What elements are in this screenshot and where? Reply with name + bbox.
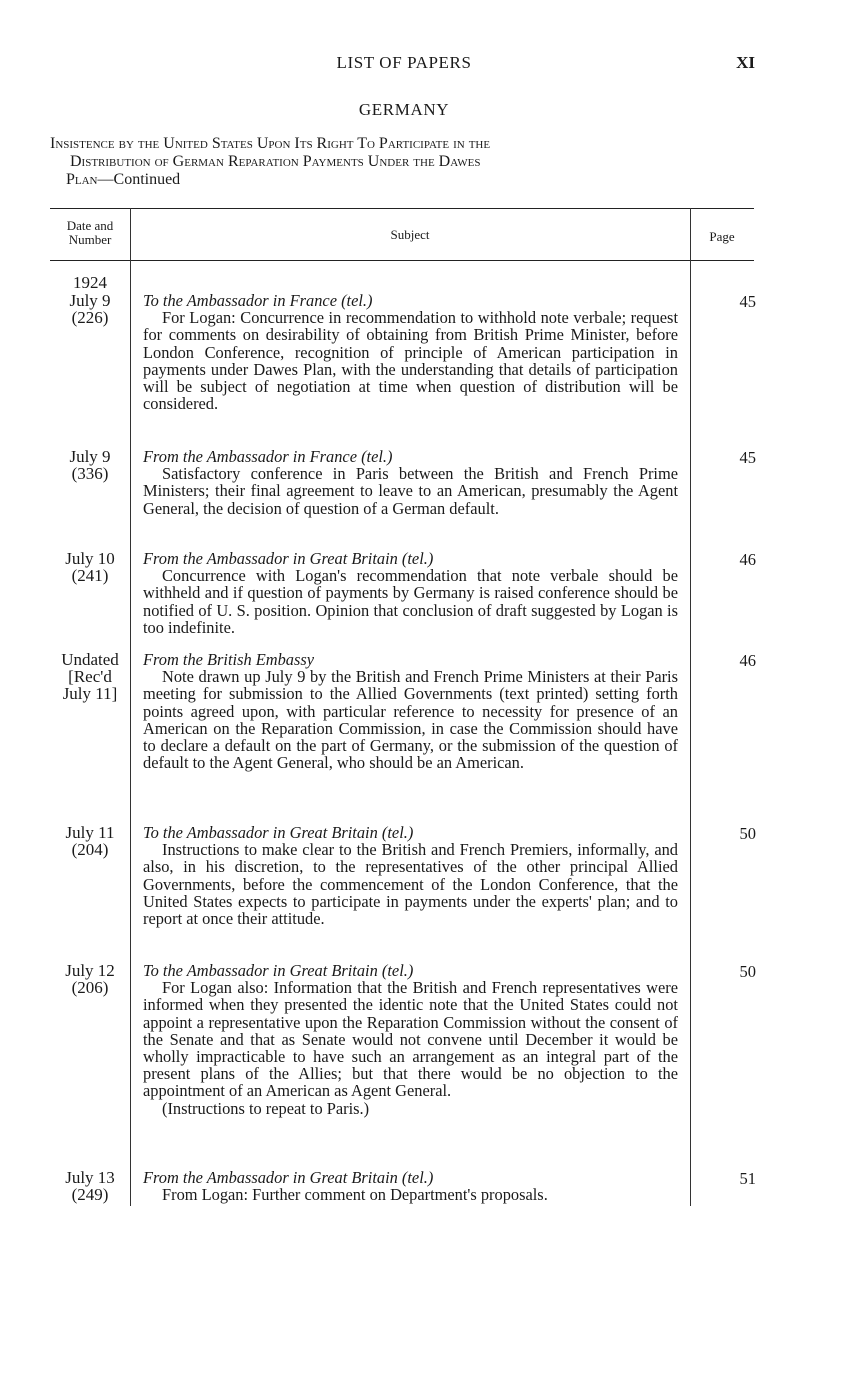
entry-number-line-2: July 11]	[62, 684, 118, 704]
entry-number: (226)	[71, 308, 109, 328]
entry-date-value: July 9	[69, 447, 111, 466]
entry-number: (204)	[71, 840, 109, 860]
entry-summary: Note drawn up July 9 by the British and French Prime Ministers at their Paris meeting for submission to the Allied Governments (text printed) setting forth points agreed upon, with particular reference to necessity for presence of an American on the Reparation Commission, in case the Commission should have to declare a default on the part of Germany, or the submission of the question of default to the Agent General, who should be an American.	[143, 667, 678, 773]
entry-number: (249)	[71, 1185, 109, 1205]
entry-page: 46	[739, 550, 756, 569]
entry-subject	[143, 292, 678, 412]
page-number: XI	[736, 53, 755, 72]
entry-subject	[143, 962, 678, 1117]
entry-summary: From Logan: Further comment on Department's proposals.	[162, 1185, 548, 1205]
entry-subject	[143, 550, 678, 636]
entry-date-value: July 12	[65, 961, 115, 980]
entry-date	[50, 962, 130, 996]
section-heading-line-2: Distribution of German Reparation Payments Under the Dawes	[70, 153, 481, 170]
entry-page: 51	[739, 1169, 756, 1188]
entry-addressee: From the British Embassy	[143, 650, 315, 669]
column-header-page: Page	[709, 229, 735, 244]
entry-addressee: To the Ambassador in Great Britain (tel.)	[143, 823, 414, 842]
entry-date-value: July 9	[69, 291, 111, 310]
section-continued-label: —Continued	[97, 171, 181, 188]
entry-subject	[143, 651, 678, 771]
column-divider-page	[690, 208, 691, 1206]
entry-summary: Concurrence with Logan's recommendation that note verbale should be withheld and if question of payments by Germany is raised conference should be notified of U. S. position. Opinion that conclusion of draft suggested by Logan is too indefinite.	[143, 566, 678, 637]
running-title: LIST OF PAPERS	[336, 53, 472, 72]
entry-page: 46	[739, 651, 756, 670]
entry-date-value: Undated	[61, 650, 119, 669]
column-header-date: Date and Number	[66, 218, 114, 247]
entry-page: 50	[739, 824, 756, 843]
entry-subject	[143, 1169, 678, 1203]
entry-summary: For Logan also: Information that the British and French representatives were informed when they presented the identic note that the United States could not appoint a representative upon the Reparation Commission without the consent of the Senate and that as Senate would not convene until December it would be wholly impracticable to have such an arrangement as an integral part of the present plans of the Allies; but that there would be no objection to the appointment of an American as Agent General.	[143, 978, 678, 1101]
entry-summary: Instructions to make clear to the British and French Premiers, informally, and also, in his discretion, to the representatives of the other principal Allied Governments, before the commencement of the London Conference, that the United States expects to participate in payments under the experts' plan; and to report at once their attitude.	[143, 840, 678, 929]
country-heading: GERMANY	[358, 100, 450, 119]
entry-date	[50, 651, 130, 703]
entry-date	[50, 1169, 130, 1203]
entry-number: (241)	[71, 566, 109, 586]
entry-page: 45	[739, 292, 756, 311]
section-heading-plan: Plan	[66, 171, 98, 188]
table-header-rule	[50, 260, 754, 261]
entry-page: 45	[739, 448, 756, 467]
year-label: 1924	[73, 273, 107, 292]
entry-summary: For Logan: Concurrence in recommendation to withhold note verbale; request for comments on desirability of obtaining from British Prime Minister, before London Conference, recognition of principle of American participation in payments under Dawes Plan, with the understanding that details of participation will be subject of negotiation at time when question of distribution will be considered.	[143, 308, 678, 414]
section-heading-line-3	[50, 171, 756, 189]
section-heading-line-1: Insistence by the United States Upon Its Right To Participate in the	[50, 135, 491, 152]
entry-date-value: July 10	[65, 549, 115, 568]
entry-addressee: To the Ambassador in France (tel.)	[143, 291, 373, 310]
entry-addressee: From the Ambassador in France (tel.)	[143, 447, 393, 466]
entry-number: [Rec'd	[68, 667, 112, 687]
column-divider-date	[130, 208, 131, 1206]
entry-number: (336)	[71, 464, 109, 484]
entry-note: (Instructions to repeat to Paris.)	[162, 1098, 370, 1118]
entry-subject	[143, 824, 678, 927]
table-top-rule	[50, 208, 754, 209]
entry-date	[50, 292, 130, 326]
entry-page: 50	[739, 962, 756, 981]
entry-addressee: From the Ambassador in Great Britain (tel.)	[143, 549, 434, 568]
entry-number: (206)	[71, 978, 109, 998]
entry-addressee: From the Ambassador in Great Britain (tel.)	[143, 1168, 434, 1187]
papers-table	[50, 208, 756, 1208]
entry-date-value: July 13	[65, 1168, 115, 1187]
entry-date-value: July 11	[65, 823, 115, 842]
column-header-subject: Subject	[390, 227, 430, 242]
entry-addressee: To the Ambassador in Great Britain (tel.)	[143, 961, 414, 980]
entry-date	[50, 448, 130, 482]
entry-date	[50, 824, 130, 858]
section-heading	[50, 135, 756, 189]
entry-date	[50, 550, 130, 584]
entry-subject	[143, 448, 678, 517]
entry-summary: Satisfactory conference in Paris between the British and French Prime Ministers; their final agreement to leave to an American, presumably the Agent General, the decision of question of a German default.	[143, 464, 678, 518]
